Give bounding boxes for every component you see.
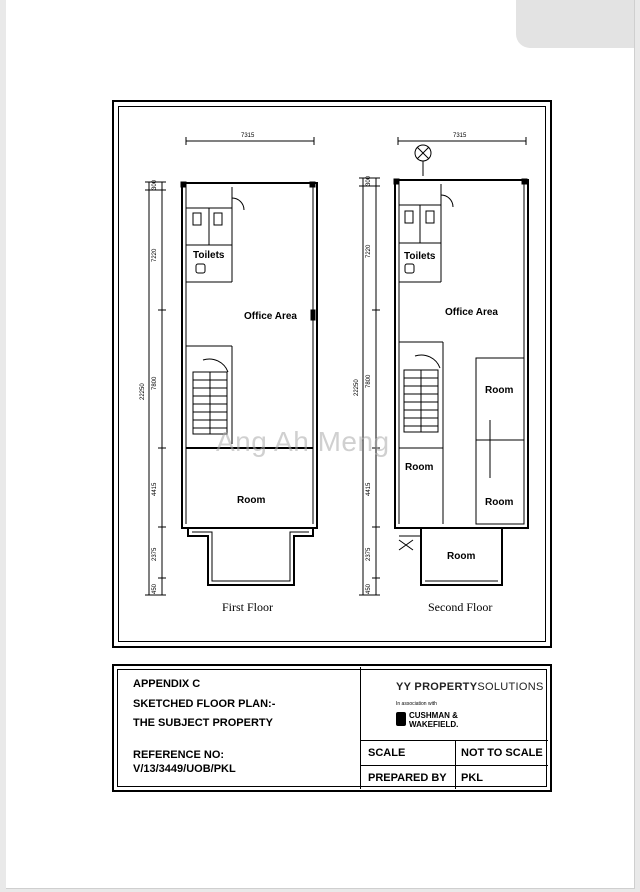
second-floor-room-label: Room [485,497,514,508]
prepared-by-value: PKL [461,772,483,784]
second-floor-room-label: Room [447,551,476,562]
company-name-rest: SOLUTIONS [477,681,544,693]
title-block-divider [360,740,548,741]
first-floor-dim-3: 7800 [152,376,158,390]
association-text: In association with [396,701,437,707]
first-floor-dim-1: 7220 [152,248,158,262]
cushman-wakefield-logo-icon [396,712,406,726]
title-block-divider [360,765,548,766]
first-floor-dim-5: 2375 [152,547,158,561]
partner-name-line1: CUSHMAN & [409,711,458,720]
second-floor-caption: Second Floor [428,600,493,614]
second-floor-dim-5: 2375 [366,547,372,561]
first-floor-room-label: Room [237,495,266,506]
second-floor-dim-6: 450 [366,583,372,594]
first-floor-dim-6: 450 [152,583,158,594]
first-floor-dim-0: 300 [152,179,158,190]
second-floor-toilets-label: Toilets [404,251,436,262]
first-floor-toilets-label: Toilets [193,250,225,261]
second-floor-dim-4: 4415 [366,482,372,496]
company-name-bold: YY PROPERTY [396,681,478,693]
first-floor-dim-4: 4415 [152,482,158,496]
appendix-label: APPENDIX C [133,678,201,690]
first-floor-office-area-label: Office Area [244,311,297,322]
plan-title: SKETCHED FLOOR PLAN:- [133,698,276,710]
company-name [396,681,544,693]
second-floor-dim-1: 7220 [366,244,372,258]
scale-value: NOT TO SCALE [461,747,543,759]
reference-value: V/13/3449/UOB/PKL [133,763,236,775]
second-floor-dim-0: 300 [366,175,372,186]
scale-label: SCALE [368,747,406,759]
second-floor-top-dimension: 7315 [453,133,467,139]
second-floor-dim-2: 22250 [354,379,360,396]
watermark: Ang Ah Meng [216,426,390,457]
second-floor-room-label: Room [405,462,434,473]
title-block-divider [360,667,361,789]
first-floor-caption: First Floor [222,600,274,614]
reference-label: REFERENCE NO: [133,749,225,761]
prepared-by-label: PREPARED BY [368,772,447,784]
second-floor-dim-3: 7800 [366,374,372,388]
first-floor-top-dimension: 7315 [241,133,255,139]
title-block-divider [455,740,456,789]
second-floor-office-area-label: Office Area [445,307,498,318]
partner-name [409,711,458,729]
first-floor-dim-2: 22250 [140,383,146,400]
subject-property: THE SUBJECT PROPERTY [133,717,273,729]
second-floor-room-label: Room [485,385,514,396]
partner-name-line2: WAKEFIELD. [409,720,459,729]
